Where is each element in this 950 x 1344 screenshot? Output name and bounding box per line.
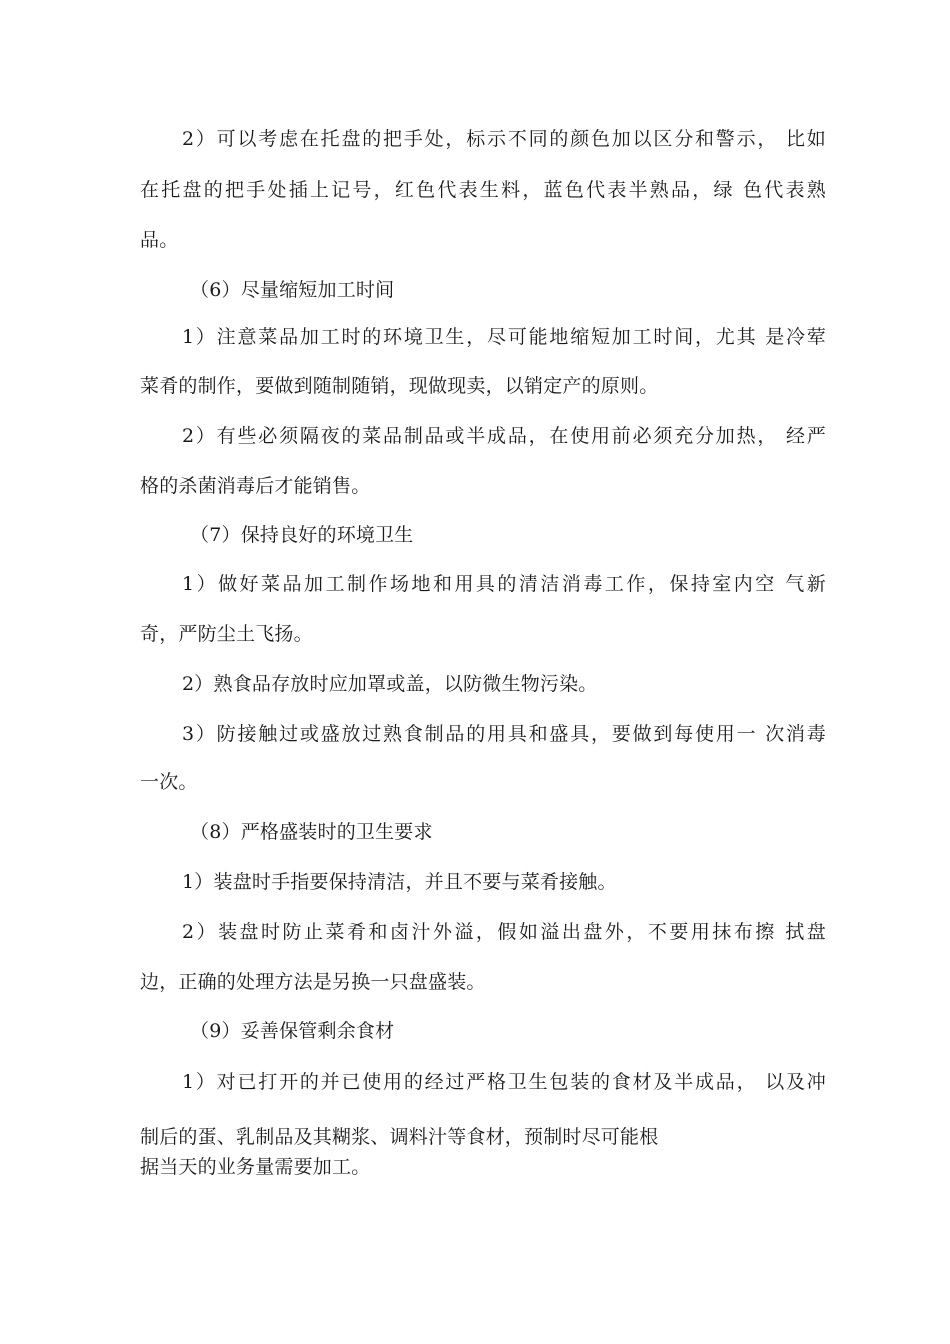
paragraph-line: 据当天的业务量需要加工。: [140, 1156, 371, 1178]
paragraph-line: 1）对已打开的并已使用的经过严格卫生包装的食材及半成品， 以及冲: [182, 1071, 826, 1093]
paragraph-line: 制后的蛋、乳制品及其糊浆、调料汁等食材，预制时尽可能根: [140, 1126, 659, 1148]
paragraph-line: 2）熟食品存放时应加罩或盖，以防微生物污染。: [182, 673, 598, 695]
paragraph-line: 2）可以考虑在托盘的把手处，标示不同的颜色加以区分和警示， 比如: [182, 128, 826, 150]
paragraph-line: 3）防接触过或盛放过熟食制品的用具和盛具，要做到每使用一 次消毒: [182, 723, 826, 745]
paragraph-line: 2）有些必须隔夜的菜品制品或半成品，在使用前必须充分加热， 经严: [182, 425, 826, 447]
paragraph-line: 一次。: [140, 771, 198, 793]
paragraph-line: 1）装盘时手指要保持清洁，并且不要与菜肴接触。: [182, 871, 617, 893]
paragraph-line: 格的杀菌消毒后才能销售。: [140, 475, 371, 497]
paragraph-line: 品。: [140, 229, 179, 251]
paragraph-line: 1）做好菜品加工制作场地和用具的清洁消毒工作，保持室内空 气新: [182, 573, 826, 595]
paragraph-line: 在托盘的把手处插上记号，红色代表生料，蓝色代表半熟品，绿 色代表熟: [140, 179, 826, 201]
section-heading: （7）保持良好的环境卫生: [190, 524, 414, 546]
section-heading: （9）妥善保管剩余食材: [190, 1020, 395, 1042]
section-heading: （8）严格盛装时的卫生要求: [190, 821, 433, 843]
paragraph-line: 1）注意菜品加工时的环境卫生，尽可能地缩短加工时间，尤其 是冷荤: [182, 326, 826, 348]
paragraph-line: 菜肴的制作，要做到随制随销，现做现卖，以销定产的原则。: [140, 375, 659, 397]
section-heading: （6）尽量缩短加工时间: [190, 279, 395, 301]
paragraph-line: 2）装盘时防止菜肴和卤汁外溢，假如溢出盘外，不要用抹布擦 拭盘: [182, 921, 826, 943]
paragraph-line: 边，正确的处理方法是另换一只盘盛装。: [140, 971, 486, 993]
paragraph-line: 奇，严防尘土飞扬。: [140, 623, 313, 645]
